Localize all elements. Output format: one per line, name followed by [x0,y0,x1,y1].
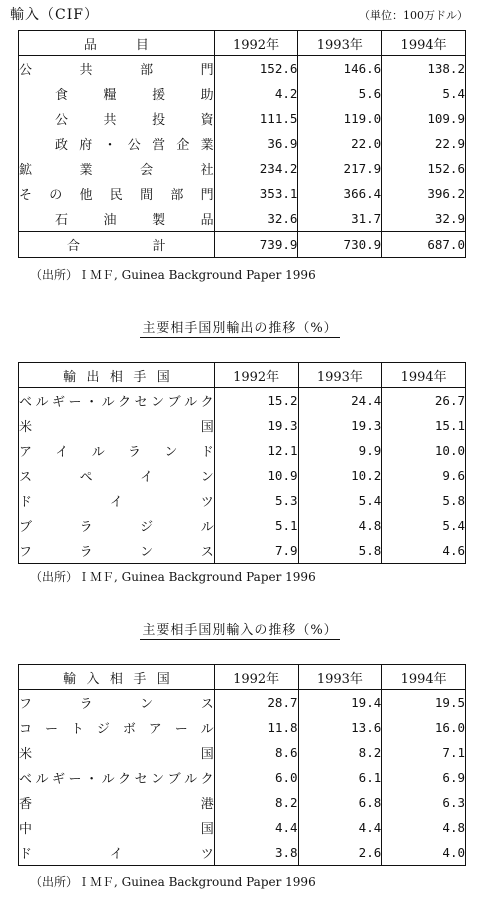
column-header-year: 1993年 [298,31,382,56]
table-row [19,106,466,131]
value-cell: 32.6 [214,206,298,232]
value-cell: 5.3 [214,488,298,513]
column-header-year: 1993年 [298,363,382,388]
value-cell: 32.9 [382,206,466,232]
value-cell: 10.0 [382,438,466,463]
value-cell: 111.5 [214,106,298,131]
exports-title: 主要相手国別輸出の推移（%） [142,321,338,336]
value-cell: 7.9 [214,538,298,564]
value-cell: 19.5 [382,690,466,716]
value-cell: 22.0 [298,131,382,156]
value-cell: 15.1 [382,413,466,438]
value-cell: 4.2 [214,81,298,106]
row-label: 公 共 投 資 [19,106,215,131]
column-header-year: 1994年 [382,31,466,56]
value-cell: 4.6 [382,538,466,564]
total-value: 687.0 [382,232,466,258]
value-cell: 5.1 [214,513,298,538]
value-cell: 5.8 [382,488,466,513]
table-row [19,438,466,463]
value-cell: 8.6 [214,740,298,765]
column-header-item: 品 目 [19,31,215,56]
value-cell: 31.7 [298,206,382,232]
column-header-year: 1994年 [382,363,466,388]
value-cell: 152.6 [214,56,298,82]
table-row [19,463,466,488]
row-label: ベ ル ギ ー ・ ル ク セ ン ブ ル ク [19,765,215,790]
row-label: 中 国 [19,815,215,840]
table-header-row [19,31,466,56]
column-header-country: 輸 出 相 手 国 [19,363,215,388]
value-cell: 19.3 [298,413,382,438]
table-header-row [19,665,466,690]
row-label: 公 共 部 門 [19,56,215,82]
row-label: ド イ ツ [19,488,215,513]
value-cell: 11.8 [214,715,298,740]
imports-cif-table [18,30,466,258]
row-label: ブ ラ ジ ル [19,513,215,538]
row-label: ス ペ イ ン [19,463,215,488]
table-row [19,840,466,866]
unit-label: （単位：100万ドル） [359,9,468,22]
total-label: 合 計 [19,232,215,258]
total-value: 739.9 [214,232,298,258]
row-label: コ ー ト ジ ボ ア ー ル [19,715,215,740]
total-row [19,232,466,258]
value-cell: 2.6 [298,840,382,866]
table-row [19,538,466,564]
value-cell: 8.2 [214,790,298,815]
column-header-year: 1994年 [382,665,466,690]
table-row [19,388,466,414]
value-cell: 6.0 [214,765,298,790]
value-cell: 5.8 [298,538,382,564]
value-cell: 6.9 [382,765,466,790]
row-label: そ の 他 民 間 部 門 [19,181,215,206]
source-note: （出所）ＩＭＦ, Guinea Background Paper 1996 [30,268,316,282]
table-row [19,513,466,538]
value-cell: 22.9 [382,131,466,156]
row-label: フ ラ ン ス [19,690,215,716]
value-cell: 138.2 [382,56,466,82]
table-row [19,413,466,438]
value-cell: 4.4 [214,815,298,840]
row-label: 鉱 業 会 社 [19,156,215,181]
value-cell: 119.0 [298,106,382,131]
value-cell: 3.8 [214,840,298,866]
value-cell: 9.9 [298,438,382,463]
value-cell: 9.6 [382,463,466,488]
row-label: ベ ル ギ ー ・ ル ク セ ン ブ ル ク [19,388,215,414]
row-label: ド イ ツ [19,840,215,866]
value-cell: 36.9 [214,131,298,156]
row-label: 石 油 製 品 [19,206,215,232]
table-row [19,488,466,513]
column-header-country: 輸 入 相 手 国 [19,665,215,690]
import-partners-table [18,664,466,866]
source-note: （出所）ＩＭＦ, Guinea Background Paper 1996 [30,875,316,889]
table-row [19,790,466,815]
value-cell: 19.4 [298,690,382,716]
table-row [19,56,466,82]
value-cell: 16.0 [382,715,466,740]
value-cell: 6.8 [298,790,382,815]
value-cell: 5.4 [298,488,382,513]
value-cell: 217.9 [298,156,382,181]
value-cell: 4.4 [298,815,382,840]
value-cell: 28.7 [214,690,298,716]
table-row [19,815,466,840]
value-cell: 12.1 [214,438,298,463]
value-cell: 4.8 [298,513,382,538]
row-label: フ ラ ン ス [19,538,215,564]
value-cell: 396.2 [382,181,466,206]
table-row [19,156,466,181]
value-cell: 146.6 [298,56,382,82]
value-cell: 234.2 [214,156,298,181]
value-cell: 4.8 [382,815,466,840]
value-cell: 152.6 [382,156,466,181]
table-row [19,131,466,156]
row-label: 食 糧 援 助 [19,81,215,106]
value-cell: 10.2 [298,463,382,488]
value-cell: 353.1 [214,181,298,206]
value-cell: 4.0 [382,840,466,866]
row-label: 香 港 [19,790,215,815]
column-header-year: 1992年 [214,363,298,388]
value-cell: 19.3 [214,413,298,438]
value-cell: 8.2 [298,740,382,765]
value-cell: 13.6 [298,715,382,740]
value-cell: 7.1 [382,740,466,765]
table-row [19,715,466,740]
total-value: 730.9 [298,232,382,258]
value-cell: 366.4 [298,181,382,206]
value-cell: 6.3 [382,790,466,815]
table-header-row [19,363,466,388]
table-row [19,81,466,106]
row-label: 政 府 ・ 公 営 企 業 [19,131,215,156]
source-note: （出所）ＩＭＦ, Guinea Background Paper 1996 [30,570,316,584]
value-cell: 5.4 [382,81,466,106]
value-cell: 109.9 [382,106,466,131]
table-row [19,181,466,206]
column-header-year: 1992年 [214,665,298,690]
value-cell: 5.4 [382,513,466,538]
table-row [19,690,466,716]
imports-title: 主要相手国別輸入の推移（%） [142,623,338,638]
table1-title: 輸入（CIF） [10,7,99,23]
value-cell: 5.6 [298,81,382,106]
export-partners-table [18,362,466,564]
value-cell: 6.1 [298,765,382,790]
value-cell: 24.4 [298,388,382,414]
column-header-year: 1993年 [298,665,382,690]
value-cell: 26.7 [382,388,466,414]
table-row [19,206,466,232]
value-cell: 15.2 [214,388,298,414]
table-row [19,765,466,790]
row-label: 米 国 [19,413,215,438]
value-cell: 10.9 [214,463,298,488]
table-row [19,740,466,765]
row-label: ア イ ル ラ ン ド [19,438,215,463]
row-label: 米 国 [19,740,215,765]
column-header-year: 1992年 [214,31,298,56]
